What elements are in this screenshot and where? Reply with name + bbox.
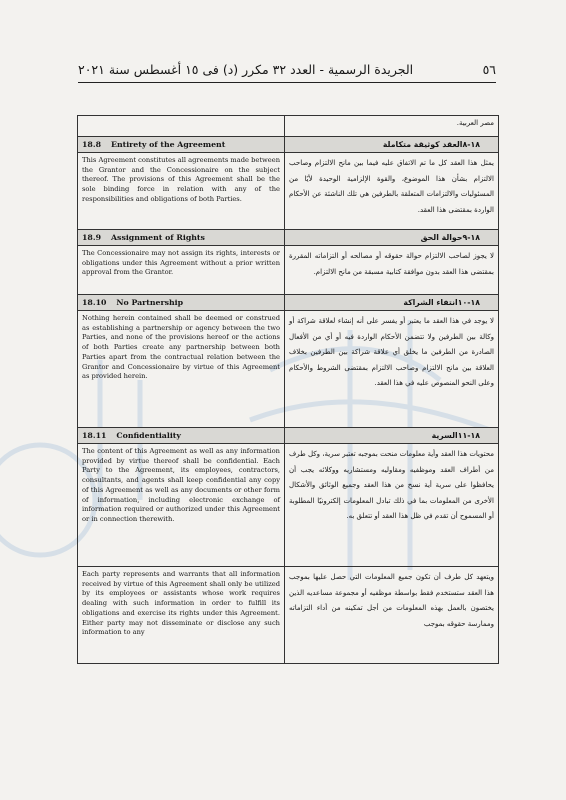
section-heading-row [78,428,499,444]
arabic-clause-text: لا يجوز لصاحب الالتزام حوالة حقوقه أو مصالحه أو التزاماته المقررة بمقتضى هذا العقد بدون موافقة كتابية مسبقة من مانح الالتزام. [285,246,499,295]
english-clause-text: Each party represents and warrants that all information received by virtue of this Agreement shall only be utilized by its employees or assistants whose work requires dealing with such information in order to fulfill its obligations and exercise its rights under this Agreement. Either party may not disseminate or disclose any such information to any [78,567,285,664]
arabic-section-number: ١٨-١١ [457,431,480,440]
english-clause-text: The Concessionaire may not assign its rights, interests or obligations under this Agreement without a prior written approval from the Grantor. [78,246,285,295]
section-body-row [78,246,499,295]
arabic-section-heading [285,428,499,444]
bilingual-agreement-table [77,115,499,664]
english-clause-text: Nothing herein contained shall be deemed or construed as establishing a partnership or agency between the two Parties, and none of the provisions hereof or the actions of both Parties create any partnership between both Parties apart from the contractual relation between the Grantor and Concessionaire by virtue of this Agreement as provided herein. [78,311,285,428]
english-section-title: Confidentiality [116,431,181,440]
arabic-clause-text: ويتعهد كل طرف أن تكون جميع المعلومات التي حصل عليها بموجب هذا العقد ستستخدم فقط بواسطة موظفيه أو مجموعة مساعديه الذين يختصون بالعمل بهذه المعلومات من أجل تمكينه من أداء التزاماته وممارسة حقوقه بموجب [285,567,499,664]
english-section-heading [78,137,285,153]
english-section-title: Entirety of the Agreement [111,140,226,149]
english-section-number: 18.8 [82,140,101,149]
arabic-clause-text: لا يوجد في هذا العقد ما يعتبر أو يفسر على أنه إنشاء لعلاقة شراكة أو وكالة بين الطرفين ولا تتضمن الأحكام الواردة فيه أو أي من الأفعال الصادرة من الطرفين ما يخلق أي علاقة شراكة بين الطرفين بخلاف العلاقة بين مانح الالتزام وصاحب الالتزام بمقتضى الشروط والأحكام وعلى النحو المنصوص عليه في هذا العقد. [285,311,499,428]
english-section-title: No Partnership [116,298,184,307]
arabic-section-number: ١٨-٨ [462,140,480,149]
english-clause-text: This Agreement constitutes all agreements made between the Grantor and the Concessionaire on the subject thereof. The provisions of this Agreement shall be the sole binding force in relation with any of the responsibilities and obligations of both Parties. [78,153,285,230]
arabic-clause-text: محتويات هذا العقد وأية معلومات منحت بموجبه تعتبر سرية، وكل طرف من أطراف العقد وموظفيه ومقاوليه ومستشاريه ووكلائه يجب أن يحافظوا على سرية أية نسخ من هذا العقد وجميع الوثائق والأشكال الأخرى من المعلومات بما في ذلك تبادل المعلومات إلكترونيًا المطلوبة أو المسموح أن تقدم في ظل هذا العقد أو تتعلق به. [285,444,499,567]
arabic-section-title: حوالة الحق [420,233,463,242]
arabic-section-heading [285,295,499,311]
section-heading-row [78,295,499,311]
english-section-number: 18.10 [82,298,107,307]
english-section-title: Assignment of Rights [111,233,205,242]
arabic-section-heading [285,230,499,246]
english-section-number: 18.11 [82,431,107,440]
english-section-heading [78,295,285,311]
english-cell [78,116,285,137]
table-row [78,116,499,137]
arabic-clause-text: يمثل هذا العقد كل ما تم الاتفاق عليه فيما بين مانح الالتزام وصاحب الالتزام بشأن هذا الموضوع، والقوة الإلزامية الوحيدة لأيًا من المسئوليات والالتزامات المتعلقة بالطرفين هي تلك الناشئة عن الأحكام الواردة بمقتضى هذا العقد. [285,153,499,230]
gazette-title: الجريدة الرسمية - العدد ٣٢ مكرر (د) فى ١٥ أغسطس سنة ٢٠٢١ [78,62,414,77]
english-clause-text: The content of this Agreement as well as any information provided by virtue thereof shall be confidential. Each Party to the Agreement, its employees, contractors, consultants, and agents shall keep confidential any copy of this Agreement as well as any documents or other form of information, including electronic exchange of information required or authorized under this Agreement or in connection therewith. [78,444,285,567]
arabic-section-number: ١٨-١٠ [457,298,480,307]
arabic-section-title: السرية [431,431,458,440]
arabic-section-number: ١٨-٩ [462,233,480,242]
arabic-section-title: انتفاء الشراكة [403,298,458,307]
table-body [78,116,499,664]
english-section-number: 18.9 [82,233,101,242]
arabic-section-heading [285,137,499,153]
page-number: ٥٦ [482,62,496,77]
english-section-heading [78,428,285,444]
section-body-row [78,153,499,230]
page-header [78,60,496,83]
section-body-row [78,311,499,428]
arabic-section-title: العقد كوثيقة متكاملة [382,140,463,149]
section-heading-row [78,230,499,246]
section-heading-row [78,137,499,153]
arabic-cell: مصر العربية. [285,116,499,137]
section-body-row [78,444,499,567]
english-section-heading [78,230,285,246]
section-body-row [78,567,499,664]
